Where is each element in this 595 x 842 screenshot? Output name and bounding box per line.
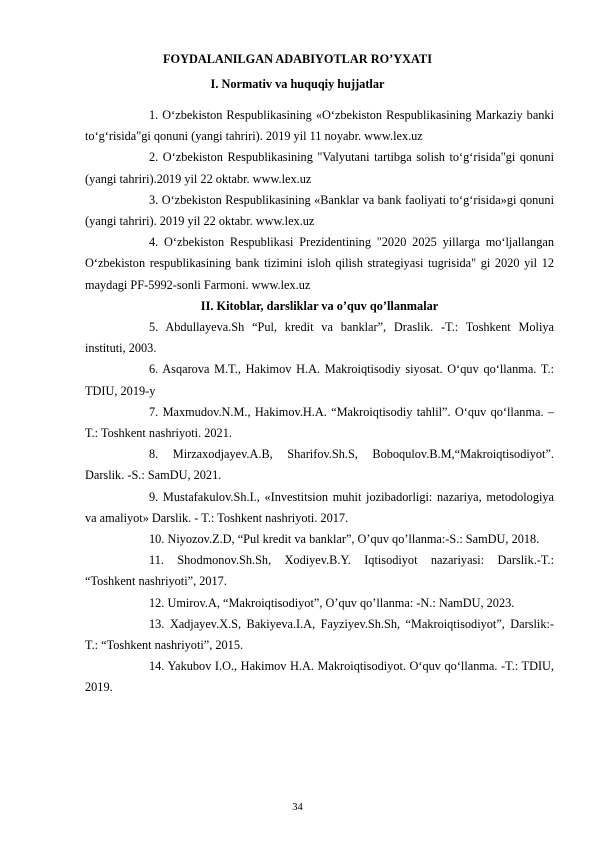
reference-item: [85, 317, 554, 359]
reference-text: Abdullayeva.Sh “Pul, kredit va banklar”, Draslik. -T.: Toshkent Moliya instituti, 2003.: [85, 320, 555, 356]
reference-text: O‘zbekiston Respublikasi Prezidentining "2020 2025 yillarga mo‘ljallangan O‘zbekiston respublikasining bank tizimini isloh qilish strategiyasi tugrisida" gi 2020 yil 12 maydagi PF-5992-sonli Farmoni. www.lex.uz: [85, 235, 554, 292]
reference-item: [85, 105, 554, 147]
reference-text: Niyozov.Z.D, “Pul kredit va banklar”, O’quv qo’llanma:-S.: SamDU, 2018.: [167, 532, 540, 547]
reference-item: [85, 147, 554, 189]
reference-item: [85, 529, 554, 550]
reference-number: 5.: [149, 320, 159, 335]
reference-text: Asqarova M.T., Hakimov H.A. Makroiqtisodiy siyosat. O‘quv qo‘llanma. T.: TDIU, 2019-y: [85, 362, 554, 398]
reference-number: 8.: [149, 447, 159, 462]
reference-number: 1.: [149, 108, 159, 122]
reference-number: 12.: [149, 595, 165, 610]
reference-group-books: [85, 317, 554, 699]
reference-text: Yakubov I.O., Hakimov H.A. Makroiqtisodiyot. O‘quv qo‘llanma. -T.: TDIU, 2019.: [85, 659, 554, 695]
reference-item: [85, 593, 554, 614]
reference-text: Xadjayev.X.S, Bakiyeva.I.A, Fayziyev.Sh.Sh, “Makroiqtisodiyot”, Darslik:-T.: “Toshkent nashriyoti”, 2015.: [85, 616, 554, 653]
reference-item: [85, 656, 554, 698]
reference-text: Shodmonov.Sh.Sh, Xodiyev.B.Y. Iqtisodiyot nazariyasi: Darslik.-T.: “Toshkent nashriyoti”, 2017.: [85, 553, 554, 589]
reference-number: 3.: [149, 192, 159, 207]
reference-item: [85, 487, 554, 529]
reference-number: 9.: [149, 489, 159, 504]
reference-number: 7.: [149, 404, 159, 419]
reference-text: Umirov.A, “Makroiqtisodiyot”, O’quv qo’llanma: -N.: NamDU, 2023.: [167, 595, 515, 610]
reference-group-normative: [85, 105, 554, 296]
page-title: FOYDALANILGAN ADABIYOTLAR RO’YXATI: [163, 52, 432, 66]
reference-item: [85, 232, 554, 296]
reference-number: 10.: [149, 532, 165, 547]
reference-text: O‘zbekiston Respublikasining "Valyutani tartibga solish to‘g‘risida"gi qonuni (yangi tahriri).2019 yil 22 oktabr. www.lex.uz: [85, 150, 554, 186]
reference-text: O‘zbekiston Respublikasining «O‘zbekiston Respublikasining Markaziy banki to‘g‘risida"gi qonuni (yangi tahriri). 2019 yil 11 noyabr. www.lex.uz: [85, 108, 554, 144]
reference-number: 4.: [149, 235, 159, 250]
reference-number: 2.: [149, 150, 159, 165]
page-number: 34: [292, 802, 303, 813]
reference-item: [85, 359, 554, 401]
reference-number: 13.: [149, 616, 165, 631]
section-heading-books: II. Kitoblar, darsliklar va o’quv qo’llanmalar: [200, 298, 439, 313]
reference-text: Maxmudov.N.M., Hakimov.H.A. “Makroiqtisodiy tahlil”. O‘quv qo‘llanma. – T.: Toshkent nashriyoti. 2021.: [85, 404, 555, 441]
reference-number: 11.: [149, 553, 164, 568]
reference-text: Mirzaxodjayev.A.B, Sharifov.Sh.S, Boboqulov.B.M,“Makroiqtisodiyot”. Darslik. -S.: SamDU, 2021.: [85, 447, 554, 483]
reference-number: 6.: [149, 362, 159, 377]
reference-item: [85, 190, 554, 232]
reference-text: Mustafakulov.Sh.I., «Investitsion muhit jozibadorligi: nazariya, metodologiya va amaliyot» Darslik. - T.: Toshkent nashriyoti. 2017.: [85, 489, 555, 525]
section-heading-normative: I. Normativ va huquqiy hujjatlar: [210, 77, 385, 91]
reference-text: O‘zbekiston Respublikasining «Banklar va bank faoliyati to‘g‘risida»gi qonuni (yangi tahriri). 2019 yil 22 oktabr. www.lex.uz: [85, 192, 554, 229]
reference-item: [85, 614, 554, 656]
reference-item: [85, 550, 554, 592]
reference-list: [85, 105, 554, 699]
reference-number: 14.: [149, 659, 165, 674]
reference-item: [85, 444, 554, 486]
reference-item: [85, 402, 554, 444]
